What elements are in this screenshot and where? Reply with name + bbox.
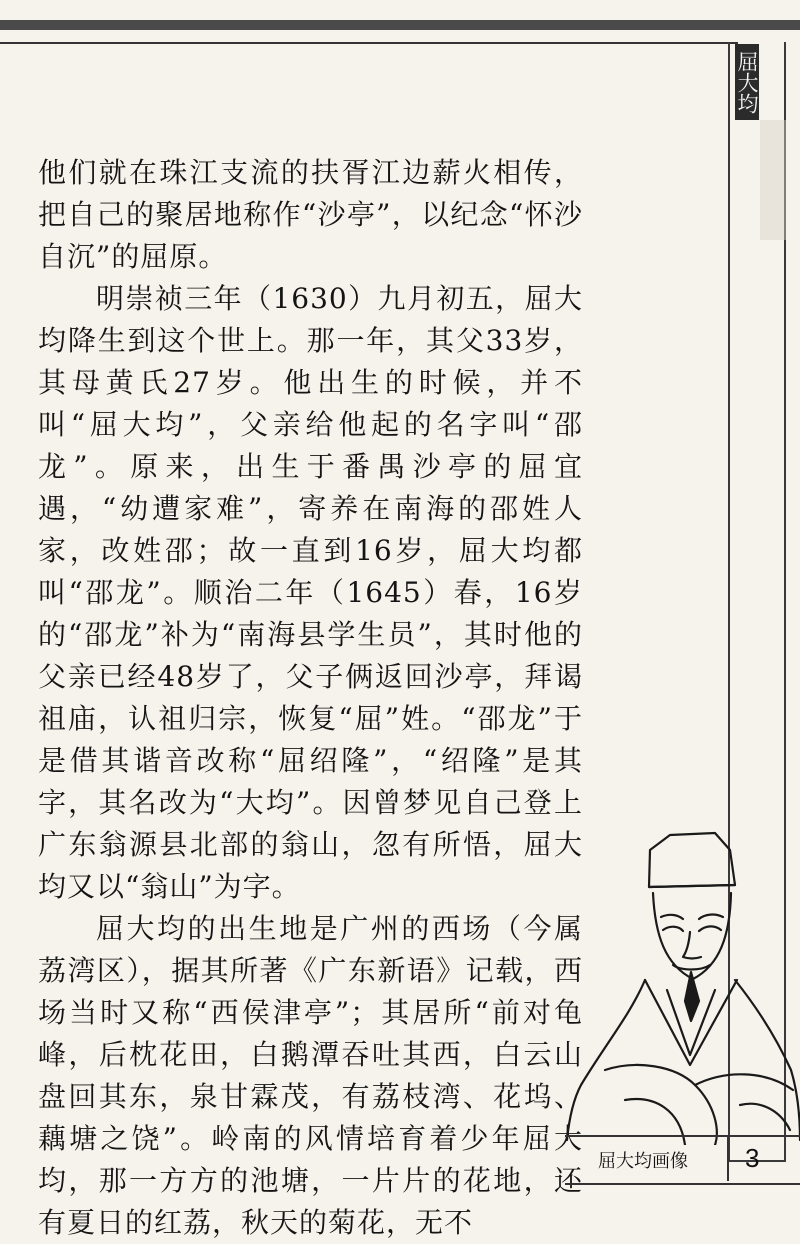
paragraph-2: 明崇祯三年（1630）九月初五，屈大均降生到这个世上。那一年，其父33岁，其母黄氏27岁。他出生的时候，并不叫“屈大均”，父亲给他起的名字叫“邵龙”。原来，出生于番禺沙亭的屈宜遇，“幼遭家难”，寄养在南海的邵姓人家，改姓邵；故一直到16岁，屈大均都叫“邵龙”。顺治二年（1645）春，16岁的“邵龙”补为“南海县学生员”，其时他的父亲已经48岁了，父子俩返回沙亭，拜谒祖庙，认祖归宗，恢复“屈”姓。“邵龙”于是借其谐音改称“屈绍隆”，“绍隆”是其字，其名改为“大均”。因曾梦见自己登上广东翁源县北部的翁山，忽有所悟，屈大均又以“翁山”为字。 — [38, 282, 583, 903]
side-tab-title: 屈大均 — [735, 44, 759, 120]
paragraph-3: 屈大均的出生地是广州的西场（今属荔湾区），据其所著《广东新语》记载，西场当时又称“西侯津亭”；其居所“前对龟峰，后枕花田，白鹅潭吞吐其西，白云山盘回其东，泉甘霖茂，有荔枝湾、花坞、藕塘之饶”。岭南的风情培育着少年屈大均，那一方方的池塘，一片片的花地，还有夏日的红荔，秋天的菊花，无不 — [38, 912, 583, 1239]
portrait-illustration — [565, 815, 800, 1145]
portrait-caption: 屈大均画像 — [598, 1151, 688, 1172]
caption-divider — [727, 1137, 729, 1181]
side-shade — [760, 120, 786, 240]
header-rule — [0, 42, 738, 44]
footer-rule — [565, 1183, 800, 1185]
page-number: 3 — [745, 1143, 760, 1173]
paragraph-1: 他们就在珠江支流的扶胥江边薪火相传，把自己的聚居地称作“沙亭”，以纪念“怀沙自沉”的屈原。 — [38, 156, 583, 273]
body-text — [38, 152, 583, 1244]
top-bar — [0, 20, 800, 30]
